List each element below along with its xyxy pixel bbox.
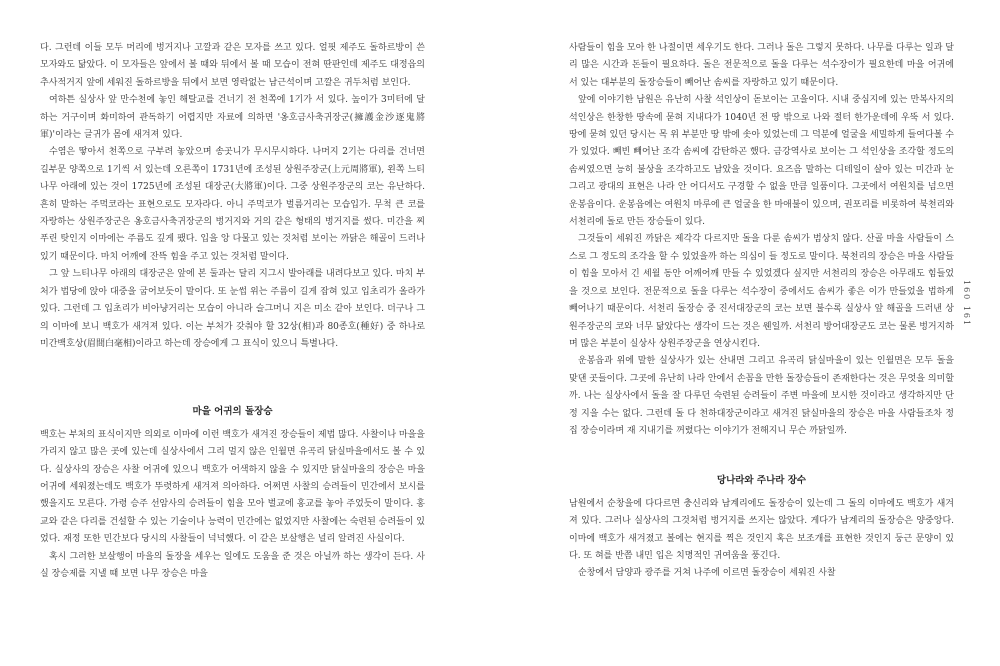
body-paragraph: 앞에 이야기한 남원은 유난히 사찰 석인상이 돋보이는 고을이다. 시내 중심지에 있는 만복사지의 석인상은 한창한 땅속에 묻혀 지내다가 1040년 전 땅 밖으로 나와 절터 한가운데에 우뚝 서 있다. 땅에 묻혀 있던 당시는 목 위 부분만 땅 밖에 솟아 있었는데 그 덕분에 얼굴을 세밀하게 들여다볼 수가 있었다. 빼빈 빼어난 조각 솜씨에 감탄하곤 했다. 금강역사로 보이는 그 석인상을 조각할 정도의 솜씨였으면 능히 불상을 조각하고도 남았을 것이다. 요즈음 말하는 디테일이 살아 있는 미간과 눈 그리고 광대의 표현은 나라 안 어디서도 구경할 수 없을 만큼 일품이다. 그곳에서 여원치를 넘으면 운봉읍이다. 운봉읍에는 여원치 마루에 큰 얼굴을 한 마애불이 있으며, 권포리를 비롯하여 북천리와 서천리에 돌로 만든 장승들이 있다. xyxy=(569,95,954,228)
section-heading: 당나라와 주나라 장수 xyxy=(716,475,807,487)
left-page xyxy=(40,40,425,650)
body-paragraph: 혹시 그러한 보살행이 마을의 돌장을 세우는 일에도 도움을 준 것은 아닐까 하는 생각이 든다. 사실 장승제를 지낼 때 보면 나무 장승은 마을 xyxy=(40,551,425,579)
right-page xyxy=(569,40,954,650)
section-heading: 마을 어귀의 돌장승 xyxy=(192,406,273,418)
section-spacer xyxy=(569,440,954,472)
body-paragraph: 사람들이 힘을 모아 한 나절이면 세우기도 한다. 그러나 돌은 그렇지 못하다. 나무를 다루는 일과 달리 많은 시간과 돈들이 필요하다. 돌은 전문적으로 돌을 다루는 석수장이가 필요한데 마을 어귀에 서 있는 대부분의 돌장승들이 빼어난 솜씨를 자랑하고 있기 때문이다. xyxy=(569,43,954,88)
body-paragraph: 다. 그런데 이들 모두 머리에 벙거지나 고깔과 같은 모자를 쓰고 있다. 얼핏 제주도 돌하르방이 쓴 모자와도 닮았다. 이 모자들은 앞에서 볼 때와 뒤에서 볼 때 모습이 전혀 딴판인데 제주도 대정읍의 추사적거지 앞에 세워진 돌하르방을 뒤에서 보면 영락없는 남근석이며 고깔은 귀두처럼 보인다. xyxy=(40,43,425,88)
body-paragraph: 그 앞 느티나무 아래의 대장군은 앞에 본 둘과는 달리 지그시 발아래를 내려다보고 있다. 마치 부처가 법당에 앉아 대중을 굽어보듯이 말이다. 또 눈썹 위는 주름이 길게 잡혀 있고 입초리가 올라가 있다. 그런데 그 입초리가 비아냥거리는 모습이 아니라 슬그머니 지은 미소 같아 보인다. 더구나 그의 이마에 보니 백호가 새겨져 있다. 이는 부처가 갖춰야 할 32상(相)과 80종호(種好) 중 하나로 미간백호상(眉間白毫相)이라고 하는데 장승에게 그 표식이 있으니 특별나다. xyxy=(40,269,425,349)
body-paragraph: 운봉읍과 위에 말한 실상사가 있는 산내면 그리고 유곡리 닭실마을이 있는 인월면은 모두 돌을 맞댄 곳들이다. 그곳에 유난히 나라 안에서 손꼽을 만한 돌장승들이 존재한다는 것은 무엇을 의미할까. 나는 실상사에서 돌을 잘 다루던 숙련된 승려들이 주변 마을에 보시한 것이라고 생각하지만 단정 지을 수는 없다. 그런데 돌 다 천하대장군이라고 새겨진 닭실마을의 장승은 마을 사람들조차 정집 장승이라며 재 지내기를 꺼렸다는 이야기가 전해지니 무슨 까닭일까. xyxy=(569,356,954,436)
body-paragraph: 여하튼 실상사 앞 만수천에 놓인 해탈교를 건너기 전 천쪽에 1기가 서 있다. 높이가 3미터에 달하는 거구이며 화미하여 관독하기 어렵지만 자료에 의하면 '옹호금사축귀장군(擁護金沙逐鬼將軍)'이라는 글귀가 몸에 새겨져 있다. xyxy=(40,95,425,141)
body-paragraph: 그것들이 세워진 까닭은 제각각 다르지만 돌을 다룬 솜씨가 범상치 않다. 산골 마을 사람들이 스스로 그 정도의 조각을 할 수 있었을까 하는 의심이 들 정도로 말이다. 북천리의 장승은 마을 사람들이 힘을 모아서 긴 세월 동안 어깨어깨 만들 수 있었겠다 싶지만 서천리의 장승은 아무래도 힘들었을 것으로 보인다. 전문적으로 돌을 다루는 석수장이 중에서도 솜씨가 좋은 이가 만들었을 법하게 빼어나기 때문이다. 서천리 돌장승 중 진서대장군의 코는 보면 불수록 실상사 앞 해골을 드러낸 상원주장군의 코와 너무 닮았다는 생각이 드는 것은 웬일까. 서천리 방어대장군도 코는 물론 벙거지하며 많은 부분이 실상사 상원주장군을 연상시킨다. xyxy=(569,234,954,349)
body-paragraph: 수염은 땋아서 천쪽으로 구부려 놓았으며 송곳니가 무시무시하다. 나머지 2기는 다리를 건너면 길부문 양쪽으로 1기씩 서 있는데 오른쪽이 1731년에 조성된 상원주장군(上元周將軍), 왼쪽 느티나무 아래에 있는 것이 1725년에 조성된 대장군(大將軍)이다. 그중 상원주장군의 코는 유난하다. 흔히 말하는 주먹코라는 표현으로도 모자라다. 아니 주먹코가 벌름거리는 모습입가. 무척 큰 코를 자랑하는 상원주장군은 옹호금사축귀장군의 벙거지와 거의 같은 형태의 벙거지를 썼다. 미간을 찌푸린 탓인지 이마에는 주름도 깊게 팼다. 입을 앙 다물고 있는 것처럼 보이는 까닭은 해골이 드러나 있기 때문이다. 마치 어깨에 잔뜩 힘을 주고 있는 것처럼 말이다. xyxy=(40,147,425,262)
section-spacer xyxy=(40,353,425,403)
page-numbers: 160 161 xyxy=(962,280,971,328)
body-paragraph: 순창에서 담양과 광주를 거쳐 나주에 이르면 돌장승이 세워진 사찰 xyxy=(578,568,836,579)
body-paragraph: 백호는 부처의 표식이지만 의외로 이마에 이런 백호가 새겨진 장승들이 제법 많다. 사찰이나 마을을 가리지 않고 많은 곳에 있는데 실상사에서 그리 멀지 않은 인월면 유곡리 닭실마을에서도 볼 수 있다. 실상사의 장승은 사찰 어귀에 있으니 백호가 어색하지 않을 수 있지만 닭실마을의 장승은 마을 어귀에 세워졌는데도 백호가 뚜렷하게 새겨져 의아하다. 어쩌면 사찰의 승려들이 민간에서 보시를 했을지도 모른다. 가령 승주 선암사의 승려들이 힘을 모아 벌교에 홍교를 놓아 주었듯이 말이다. 홍교와 같은 다리를 건설할 수 있는 기술이나 능력이 민간에는 없었지만 사찰에는 숙련된 승려들이 있었다. 재정 또한 민간보다 당시의 사찰들이 넉넉했다. 이 같은 보살행은 널리 알려진 사실이다. xyxy=(40,429,425,545)
body-paragraph: 남원에서 순창을에 다다르면 충신리와 남계리에도 돌장승이 있는데 그 돌의 이마에도 백호가 새겨져 있다. 그러나 실상사의 그것처럼 벙거지를 쓰지는 않았다. 게다가 남계리의 돌장승은 양중앙다. 이마에 백호가 새겨졌고 볼에는 현지를 찍은 것인지 혹은 보조개를 표현한 것인지 둥근 문양이 있다. 또 혀를 반쯤 내민 입은 치명적인 귀여움을 풍긴다. xyxy=(569,498,954,561)
